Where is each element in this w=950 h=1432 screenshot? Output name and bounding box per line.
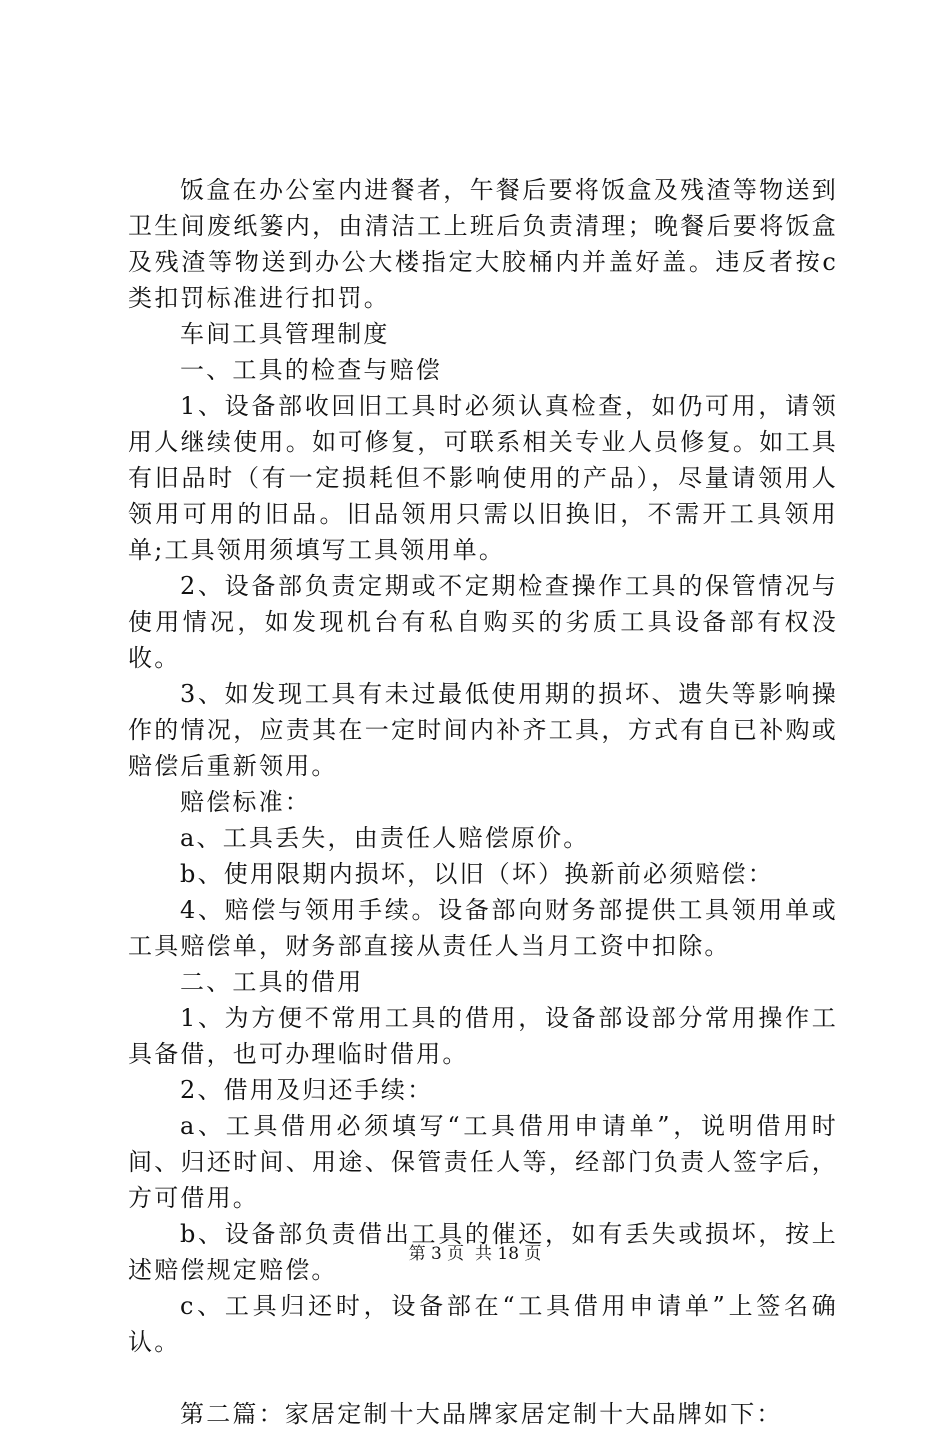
paragraph-meal-disposal: 饭盒在办公室内进餐者，午餐后要将饭盒及残渣等物送到卫生间废纸篓内，由清洁工上班后负责清理；晚餐后要将饭盒及残渣等物送到办公大楼指定大胶桶内并盖好盖。违反者按c类扣罚标准进行扣罚。: [128, 176, 838, 312]
paragraph-borrow-1: 1、为方便不常用工具的借用，设备部设部分常用操作工具备借，也可办理临时借用。: [128, 1004, 838, 1068]
heading-compensation-standard: 赔偿标准：: [180, 788, 311, 816]
page-footer: [0, 1242, 950, 1266]
paragraph-borrow-2: 2、借用及归还手续：: [180, 1076, 434, 1104]
paragraph-borrow-b: b、设备部负责借出工具的催还，如有丢失或损坏，按上述赔偿规定赔偿。: [128, 1220, 838, 1284]
section-title-workshop-tools: 车间工具管理制度: [180, 320, 390, 348]
paragraph-borrow-a: a、工具借用必须填写“工具借用申请单”，说明借用时间、归还时间、用途、保管责任人等，经部门负责人签字后，方可借用。: [128, 1112, 838, 1212]
paragraph-item-2: 2、设备部负责定期或不定期检查操作工具的保管情况与使用情况，如发现机台有私自购买的劣质工具设备部有权没收。: [128, 572, 838, 672]
heading-tool-borrowing: 二、工具的借用: [180, 968, 364, 996]
page-number-label: 第 3 页 共 18 页: [408, 1244, 542, 1264]
paragraph-item-1: 1、设备部收回旧工具时必须认真检查，如仍可用，请领用人继续使用。如可修复，可联系相关专业人员修复。如工具有旧品时（有一定损耗但不影响使用的产品），尽量请领用人领用可用的旧品。旧品领用只需以旧换旧，不需开工具领用单;工具领用须填写工具领用单。: [128, 392, 838, 564]
heading-inspection-compensation: 一、工具的检查与赔偿: [180, 356, 442, 384]
paragraph-borrow-c: c、工具归还时，设备部在“工具借用申请单”上签名确认。: [128, 1292, 838, 1356]
paragraph-item-b-damage: b、使用限期内损坏，以旧（坏）换新前必须赔偿：: [180, 860, 774, 888]
paragraph-item-a-loss: a、工具丢失，由责任人赔偿原价。: [180, 824, 590, 852]
paragraph-item-4: 4、赔偿与领用手续。设备部向财务部提供工具领用单或工具赔偿单，财务部直接从责任人当月工资中扣除。: [128, 896, 838, 960]
section-title-part-two: 第二篇：家居定制十大品牌家居定制十大品牌如下：: [180, 1400, 783, 1428]
paragraph-item-3: 3、如发现工具有未过最低使用期的损坏、遗失等影响操作的情况，应责其在一定时间内补齐工具，方式有自已补购或赔偿后重新领用。: [128, 680, 838, 780]
